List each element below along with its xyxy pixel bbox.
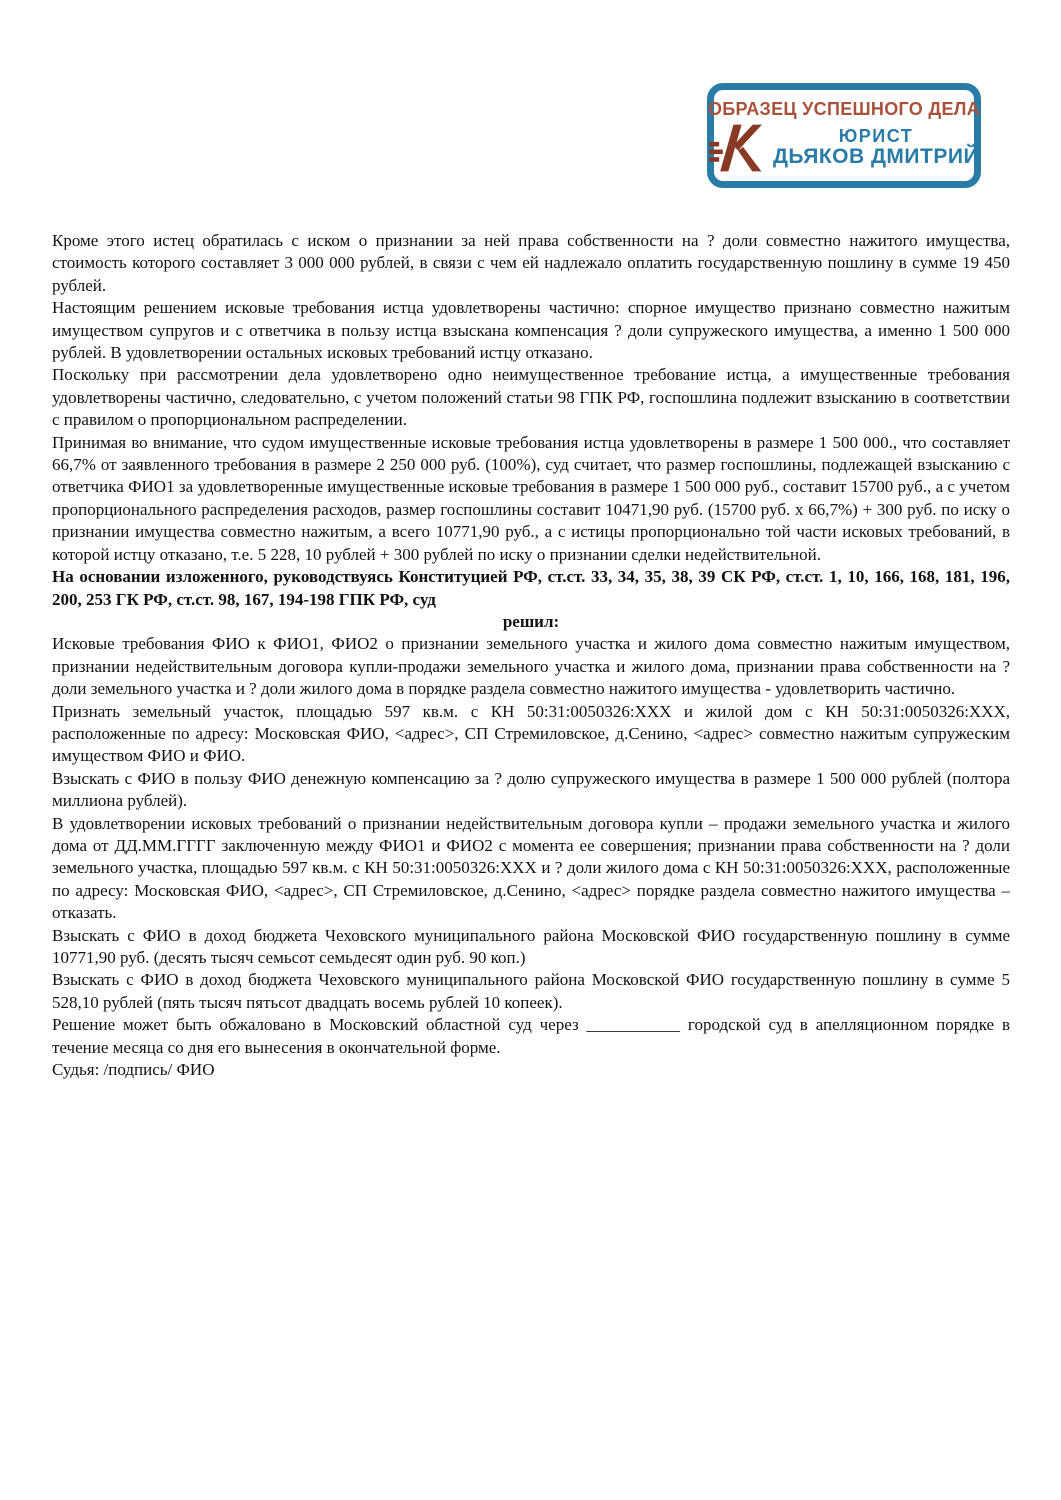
paragraph-compensation-award: Взыскать с ФИО в пользу ФИО денежную компенсацию за ? долю супружеского имущества в размере 1 500 000 рублей (полтора миллиона рублей). — [52, 768, 1010, 811]
logo-names — [773, 127, 979, 169]
paragraph-fee-recovery-defendant: Взыскать с ФИО в доход бюджета Чеховского муниципального района Московской ФИО государственную пошлину в сумме 10771,90 руб. (десять тысяч семьсот семьдесят один руб. 90 коп.) — [52, 925, 1010, 967]
paragraph-claims-summary: Исковые требования ФИО к ФИО1, ФИО2 о признании земельного участка и жилого дома совместно нажитым имуществом, признании недействительным договора купли-продажи земельного участка и жилого дома, признании права собственности на ? доли земельного участка и ? доли жилого дома в порядке раздела совместно нажитого имущества - удовлетворить частично. — [52, 634, 1010, 699]
paragraph-state-fee-claim: Кроме этого истец обратилась с иском о признании за ней права собственности на ? доли совместно нажитого имущества, стоимость которого составляет 3 000 000 рублей, в связи с чем ей надлежало оплатить государственную пошлину в сумме 19 450 рублей. — [52, 231, 1010, 295]
logo-badge-text: ОБРАЗЕЦ УСПЕШНОГО ДЕЛА — [707, 99, 981, 119]
logo-row — [709, 124, 979, 172]
paragraph-denied-claims: В удовлетворении исковых требований о признании недействительным договора купли – продажи земельного участка и жилого дома от ДД.ММ.ГГГГ заключенную между ФИО1 и ФИО2 с момента ее совершения; признании права собственности на ? доли земельного участка, площадью 597 кв.м. с КН 50:31:0050326:ХХХ и ? доли жилого дома с КН 50:31:0050326:ХХХ, расположенные по адресу: Московская ФИО, <адрес>, СП Стремиловское, д.Сенино, <адрес> порядке раздела совместно нажитого имущества – отказать. — [52, 813, 1010, 923]
paragraph-partial-satisfaction: Настоящим решением исковые требования истца удовлетворены частично: спорное имущество признано совместно нажитым имуществом супругов и с ответчика в пользу истца взыскана компенсация ? доли супружеского имущества, а именно 1 500 000 рублей. В удовлетворении остальных исковых требований истцу отказано. — [52, 298, 1010, 363]
logo-title-line2: ДЬЯКОВ ДМИТРИЙ — [772, 145, 980, 169]
logo-title-line1: ЮРИСТ — [838, 125, 914, 146]
paragraph-fee-recovery-plaintiff: Взыскать с ФИО в доход бюджета Чеховского муниципального района Московской ФИО государственную пошлину в сумме 5 528,10 рублей (пять тысяч пятьсот двадцать восемь рублей 10 копеек). — [52, 970, 1010, 1012]
paragraph-judge-signature: Судья: /подпись/ ФИО — [52, 1060, 215, 1080]
paragraph-appeal-procedure: Решение может быть обжаловано в Московский областной суд через ___________ городской суд в апелляционном порядке в течение месяца со дня его вынесения в окончательной форме. — [52, 1015, 1010, 1057]
firm-monogram-icon — [709, 124, 765, 172]
decision-text — [52, 230, 1010, 1081]
paragraph-fee-proportionality: Поскольку при рассмотрении дела удовлетворено одно неимущественное требование истца, а имущественные требования удовлетворены частично, следовательно, с учетом положений статьи 98 ГПК РФ, госпошлина подлежит взысканию в соответствии с правилом о пропорциональном распределении. — [52, 365, 1010, 430]
paragraph-recognize-property: Признать земельный участок, площадью 597 кв.м. с КН 50:31:0050326:ХХХ и жилой дом с КН 50:31:0050326:ХХХ, расположенные по адресу: Московская ФИО, <адрес>, СП Стремиловское, д.Сенино, <адрес> совместно нажитым супружеским имуществом ФИО и ФИО. — [52, 701, 1010, 766]
heading-resolved: решил: — [502, 611, 560, 631]
law-firm-logo-stamp — [707, 83, 981, 188]
paragraph-fee-calculation: Принимая во внимание, что судом имущественные исковые требования истца удовлетворены в размере 1 500 000., что составляет 66,7% от заявленного требования в размере 2 250 000 руб. (100%), суд считает, что размер госпошлины, подлежащей взысканию с ответчика ФИО1 за удовлетворенные имущественные исковые требования в размере 1 500 000 руб., составит 15700 руб., а с учетом пропорционального распределения расходов, размер госпошлины составит 10471,90 руб. (15700 руб. х 66,7%) + 300 руб. по иску о признании имущества совместно нажитым, а всего 10771,90 руб., а с истицы пропорционально той части исковых требований, в которой истцу отказано, т.е. 5 228, 10 рублей + 300 рублей по иску о признании сделки недействительной. — [52, 432, 1010, 564]
paragraph-legal-basis: На основании изложенного, руководствуясь Конституцией РФ, ст.ст. 33, 34, 35, 38, 39 СК РФ, ст.ст. 1, 10, 166, 168, 181, 196, 200, 253 ГК РФ, ст.ст. 98, 167, 194-198 ГПК РФ, суд — [52, 567, 1010, 609]
